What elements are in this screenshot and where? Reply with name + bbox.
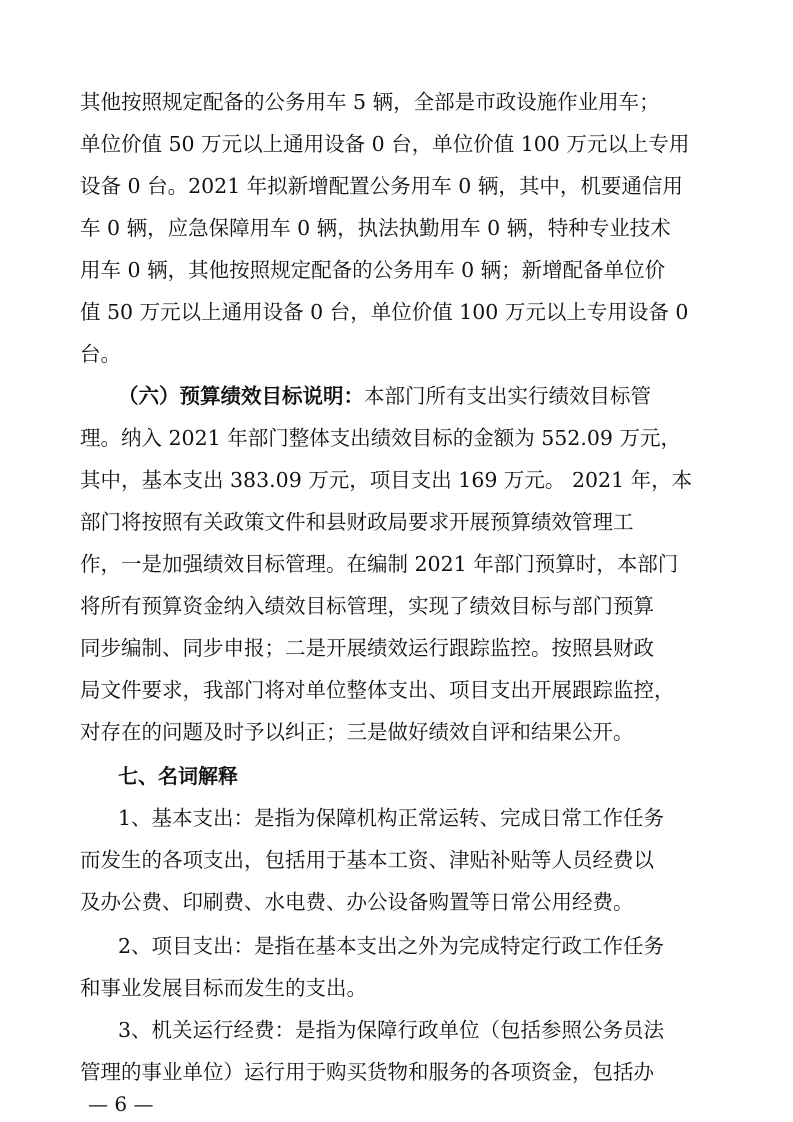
section7-heading: 七、名词解释 <box>118 764 238 788</box>
section6-first-line <box>118 378 720 414</box>
item2-line-2: 和事业发展目标而发生的支出。 <box>80 976 367 1000</box>
paragraph1-line-1: 其他按照规定配备的公务用车 5 辆，全部是市政设施作业用车； <box>80 90 660 114</box>
section6-line-6: 将所有预算资金纳入绩效目标管理，实现了绩效目标与部门预算 <box>80 594 654 618</box>
section6-title: （六）预算绩效目标说明： <box>118 384 364 408</box>
section6-line-9: 对存在的问题及时予以纠正；三是做好绩效自评和结果公开。 <box>80 720 634 744</box>
paragraph1-line-7: 台。 <box>80 342 121 366</box>
item3-line-2: 管理的事业单位）运行用于购买货物和服务的各项资金，包括办 <box>80 1060 654 1084</box>
section6-line-8: 局文件要求，我部门将对单位整体支出、项目支出开展跟踪监控， <box>80 678 675 702</box>
item2-line-1: 2、项目支出：是指在基本支出之外为完成特定行政工作任务 <box>118 934 665 958</box>
section6-line-7: 同步编制、同步申报；二是开展绩效运行跟踪监控。按照县财政 <box>80 636 654 660</box>
item1-line-1: 1、基本支出：是指为保障机构正常运转、完成日常工作任务 <box>118 806 665 830</box>
paragraph1-line-4: 车 0 辆，应急保障用车 0 辆，执法执勤用车 0 辆，特种专业技术 <box>80 216 671 240</box>
paragraph1-line-3: 设备 0 台。2021 年拟新增配置公务用车 0 辆，其中，机要通信用 <box>80 174 683 198</box>
section6-line-2: 理。纳入 2021 年部门整体支出绩效目标的金额为 552.09 万元， <box>80 426 681 450</box>
item1-line-2: 而发生的各项支出，包括用于基本工资、津贴补贴等人员经费以 <box>80 848 654 872</box>
section6-first-line-text: 本部门所有支出实行绩效目标管 <box>364 384 651 408</box>
item3-line-1: 3、机关运行经费：是指为保障行政单位（包括参照公务员法 <box>118 1018 665 1042</box>
page-number: — 6 — <box>88 1092 154 1116</box>
paragraph1-line-6: 值 50 万元以上通用设备 0 台，单位价值 100 万元以上专用设备 0 <box>80 300 689 324</box>
section6-line-4: 部门将按照有关政策文件和县财政局要求开展预算绩效管理工 <box>80 510 634 534</box>
item1-line-3: 及办公费、印刷费、水电费、办公设备购置等日常公用经费。 <box>80 890 634 914</box>
section6-line-5: 作，一是加强绩效目标管理。在编制 2021 年部门预算时，本部门 <box>80 552 679 576</box>
paragraph1-line-5: 用车 0 辆，其他按照规定配备的公务用车 0 辆；新增配备单位价 <box>80 258 666 282</box>
section6-line-3: 其中，基本支出 383.09 万元，项目支出 169 万元。 2021 年，本 <box>80 468 693 492</box>
paragraph1-line-2: 单位价值 50 万元以上通用设备 0 台，单位价值 100 万元以上专用 <box>80 132 690 156</box>
